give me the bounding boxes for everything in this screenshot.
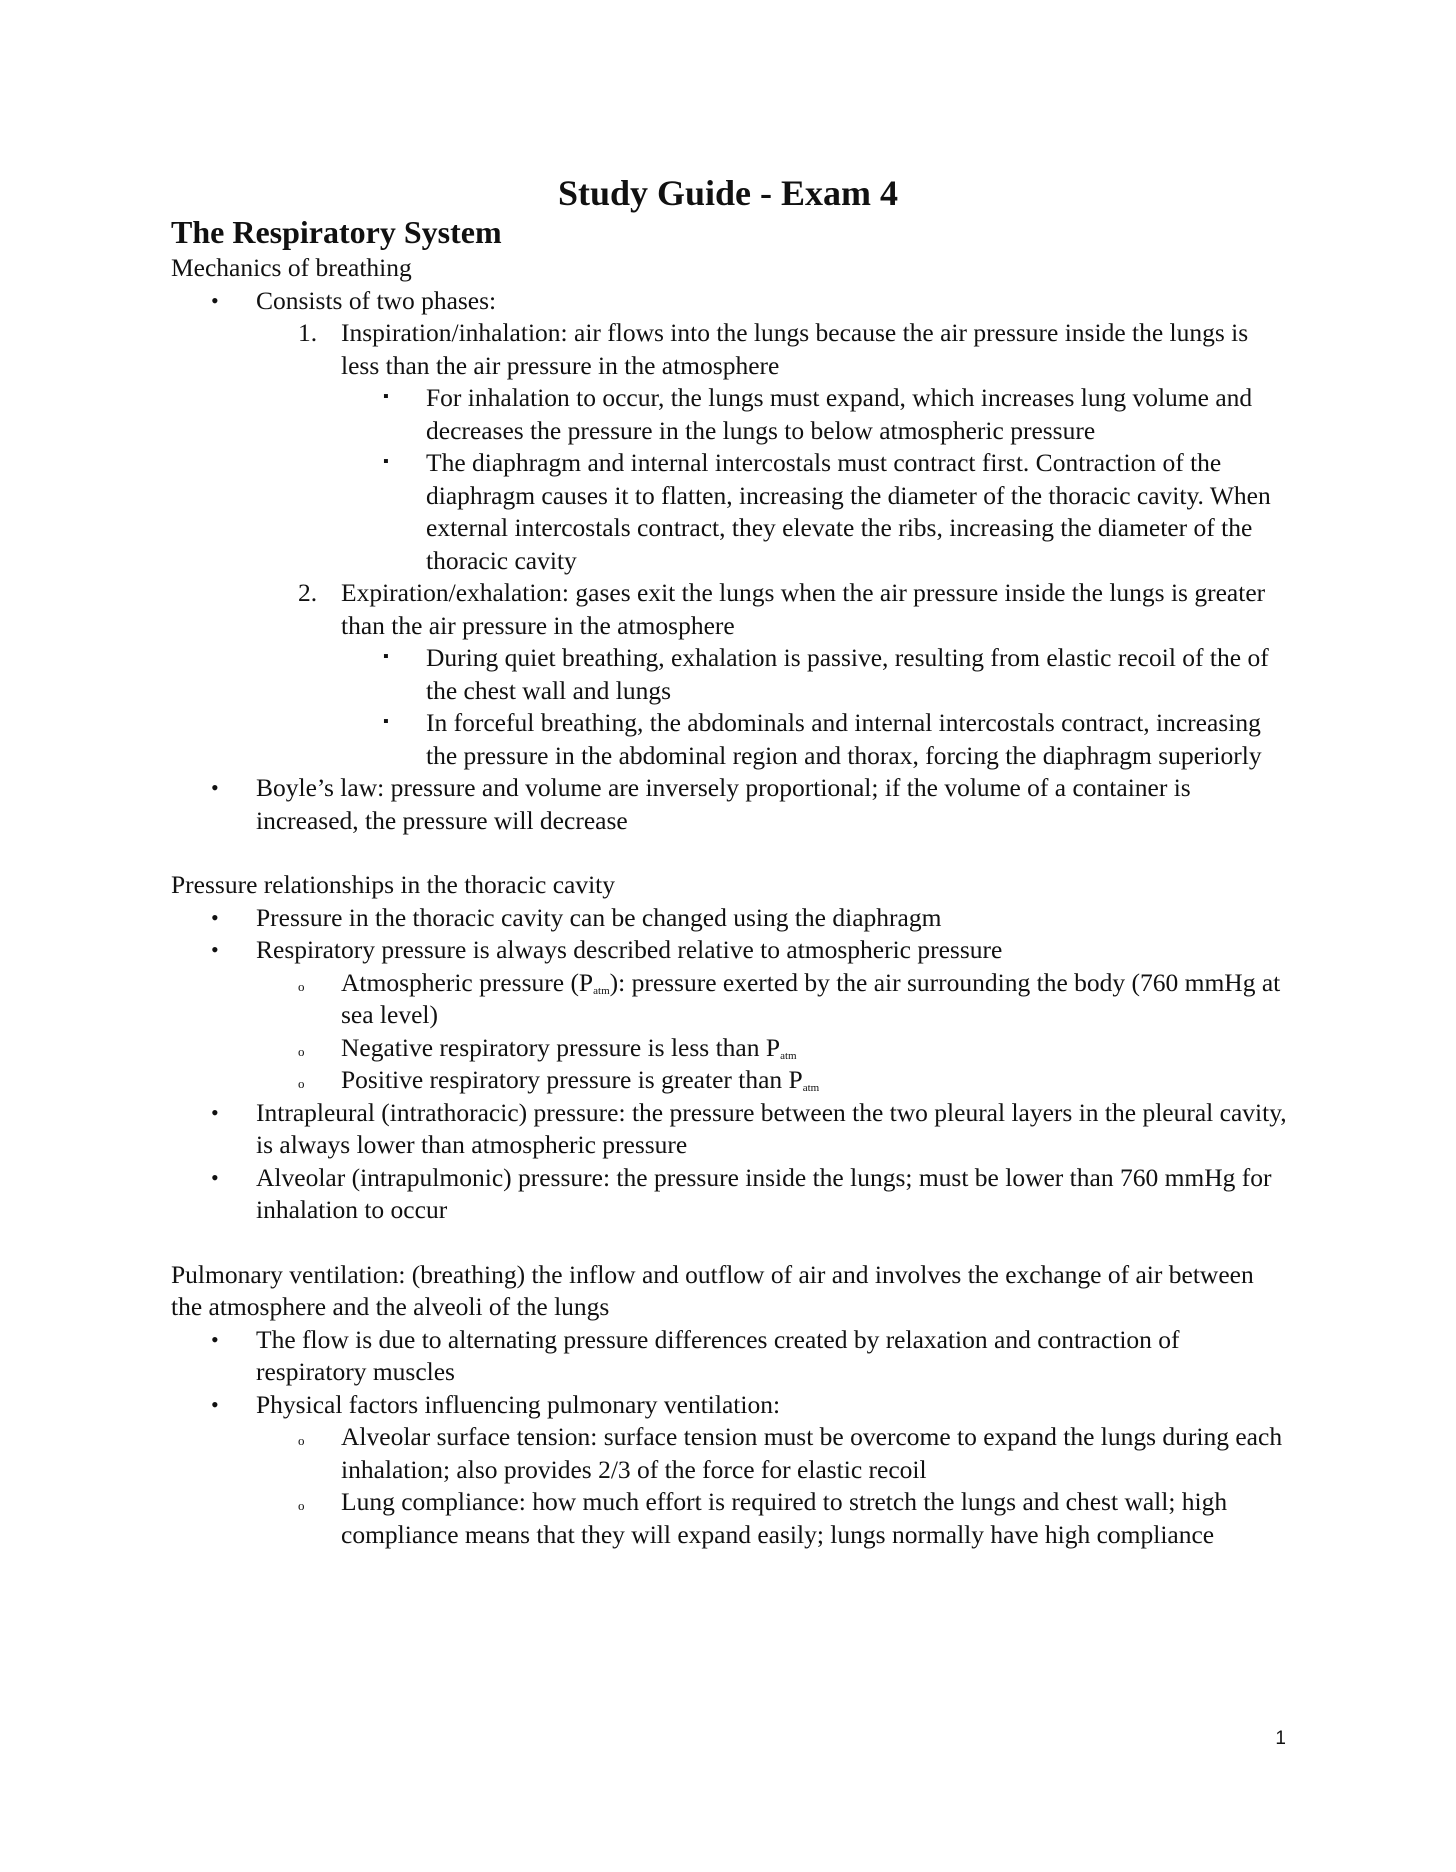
- list-item-text: Inspiration/inhalation: air flows into the lungs because the air pressure inside the lungs is less than the air pressure in the atmosphere: [341, 318, 1249, 380]
- list-item: [171, 1421, 1291, 1486]
- list-item: [171, 1324, 1291, 1389]
- bullet-marker: •: [211, 1326, 219, 1352]
- list-item-text: Lung compliance: how much effort is required to stretch the lungs and chest wall; high compliance means that they will expand easily; lungs normally have high compliance: [341, 1487, 1228, 1549]
- list-item: [171, 642, 1291, 707]
- list-item-text: [341, 1033, 797, 1062]
- list-item-text: Boyle’s law: pressure and volume are inversely proportional; if the volume of a container is increased, the pressure will decrease: [256, 773, 1191, 835]
- list-item: [171, 772, 1291, 837]
- list-item: [171, 1032, 1291, 1065]
- list-item-text: The diaphragm and internal intercostals must contract first. Contraction of the diaphragm causes it to flatten, increasing the diameter of the thoracic cavity. When external intercostals contract, they elevate the ribs, increasing the diameter of the thoracic cavity: [426, 448, 1271, 575]
- list-item: [171, 902, 1291, 935]
- number-marker: 1.: [298, 318, 318, 347]
- square-bullet-marker: ▪: [383, 648, 389, 665]
- paragraph-spacer: [171, 837, 1291, 869]
- circle-bullet-marker: o: [298, 1043, 305, 1059]
- text-run: Atmospheric pressure (P: [341, 967, 594, 997]
- subscript: atm: [780, 1049, 797, 1062]
- document-body: [171, 212, 1291, 1551]
- subscript: atm: [593, 984, 610, 997]
- list-item: [171, 285, 1291, 318]
- list-item-text: [341, 1065, 819, 1094]
- subscript: atm: [802, 1082, 820, 1094]
- list-item: [171, 967, 1291, 1032]
- list-item-text: Intrapleural (intrathoracic) pressure: the pressure between the two pleural layers in the pleural cavity, is always lower than atmospheric pressure: [256, 1097, 1287, 1159]
- bullet-marker: •: [211, 287, 219, 313]
- bullet-marker: •: [211, 904, 219, 930]
- bullet-marker: •: [211, 937, 219, 962]
- number-marker: 2.: [298, 578, 318, 607]
- circle-bullet-marker: o: [298, 1498, 305, 1513]
- list-item-text: Respiratory pressure is always described relative to atmospheric pressure: [256, 935, 1003, 964]
- circle-bullet-marker: o: [298, 1433, 305, 1448]
- circle-bullet-marker: o: [298, 978, 305, 994]
- square-bullet-marker: ▪: [383, 453, 389, 470]
- list-item: [171, 1162, 1291, 1227]
- subsection-heading-ventilation: Pulmonary ventilation: (breathing) the inflow and outflow of air and involves the exchange of air between the atmosphere and the alveoli of the lungs: [171, 1259, 1254, 1321]
- list-item: [171, 934, 1291, 967]
- bullet-marker: •: [211, 775, 219, 800]
- list-item: [171, 1064, 1291, 1097]
- list-item-text: Pressure in the thoracic cavity can be changed using the diaphragm: [256, 902, 942, 932]
- bullet-marker: •: [211, 1099, 219, 1125]
- list-item: [171, 1097, 1291, 1162]
- list-item: [171, 447, 1291, 577]
- page-number: 1: [1275, 1728, 1286, 1749]
- circle-bullet-marker: o: [298, 1076, 305, 1091]
- list-item-text: [341, 968, 1280, 1030]
- list-item-text: Alveolar surface tension: surface tension must be overcome to expand the lungs during each inhalation; also provides 2/3 of the force for elastic recoil: [341, 1422, 1283, 1484]
- list-item-text: In forceful breathing, the abdominals and internal intercostals contract, increasing the pressure in the abdominal region and thorax, forcing the diaphragm superiorly: [426, 708, 1262, 770]
- text-run: Positive respiratory pressure is greater than P: [341, 1065, 803, 1094]
- document-title: Study Guide - Exam 4: [557, 173, 899, 213]
- numbered-item-1: [171, 317, 1291, 382]
- list-item-text: Alveolar (intrapulmonic) pressure: the pressure inside the lungs; must be lower than 760 mmHg for inhalation to occur: [256, 1162, 1272, 1224]
- subsection-heading-pressure: Pressure relationships in the thoracic cavity: [171, 870, 615, 899]
- square-bullet-marker: ▪: [383, 713, 389, 730]
- list-item: [171, 1486, 1291, 1551]
- list-item: [171, 1389, 1291, 1422]
- numbered-item-2: [171, 577, 1291, 642]
- list-item-text: Consists of two phases:: [256, 285, 497, 315]
- bullet-marker: •: [211, 1391, 219, 1417]
- bullet-marker: •: [211, 1164, 219, 1190]
- square-bullet-marker: ▪: [383, 388, 389, 405]
- list-item: [171, 707, 1291, 772]
- section-heading: The Respiratory System: [171, 214, 502, 250]
- text-run: Negative respiratory pressure is less than P: [341, 1032, 781, 1062]
- text-run: ): pressure exerted by the air surrounding the body (760 mmHg at sea level): [341, 967, 1281, 1029]
- list-item-text: Expiration/exhalation: gases exit the lungs when the air pressure inside the lungs is greater than the air pressure in the atmosphere: [341, 578, 1266, 640]
- list-item: [171, 382, 1291, 447]
- list-item-text: Physical factors influencing pulmonary ventilation:: [256, 1389, 781, 1419]
- subsection-heading-mechanics: Mechanics of breathing: [171, 253, 412, 282]
- list-item-text: The flow is due to alternating pressure differences created by relaxation and contraction of respiratory muscles: [256, 1324, 1180, 1386]
- list-item-text: For inhalation to occur, the lungs must expand, which increases lung volume and decreases the pressure in the lungs to below atmospheric pressure: [426, 383, 1253, 445]
- paragraph-spacer: [171, 1227, 1291, 1259]
- list-item-text: During quiet breathing, exhalation is passive, resulting from elastic recoil of the of the chest wall and lungs: [426, 643, 1269, 705]
